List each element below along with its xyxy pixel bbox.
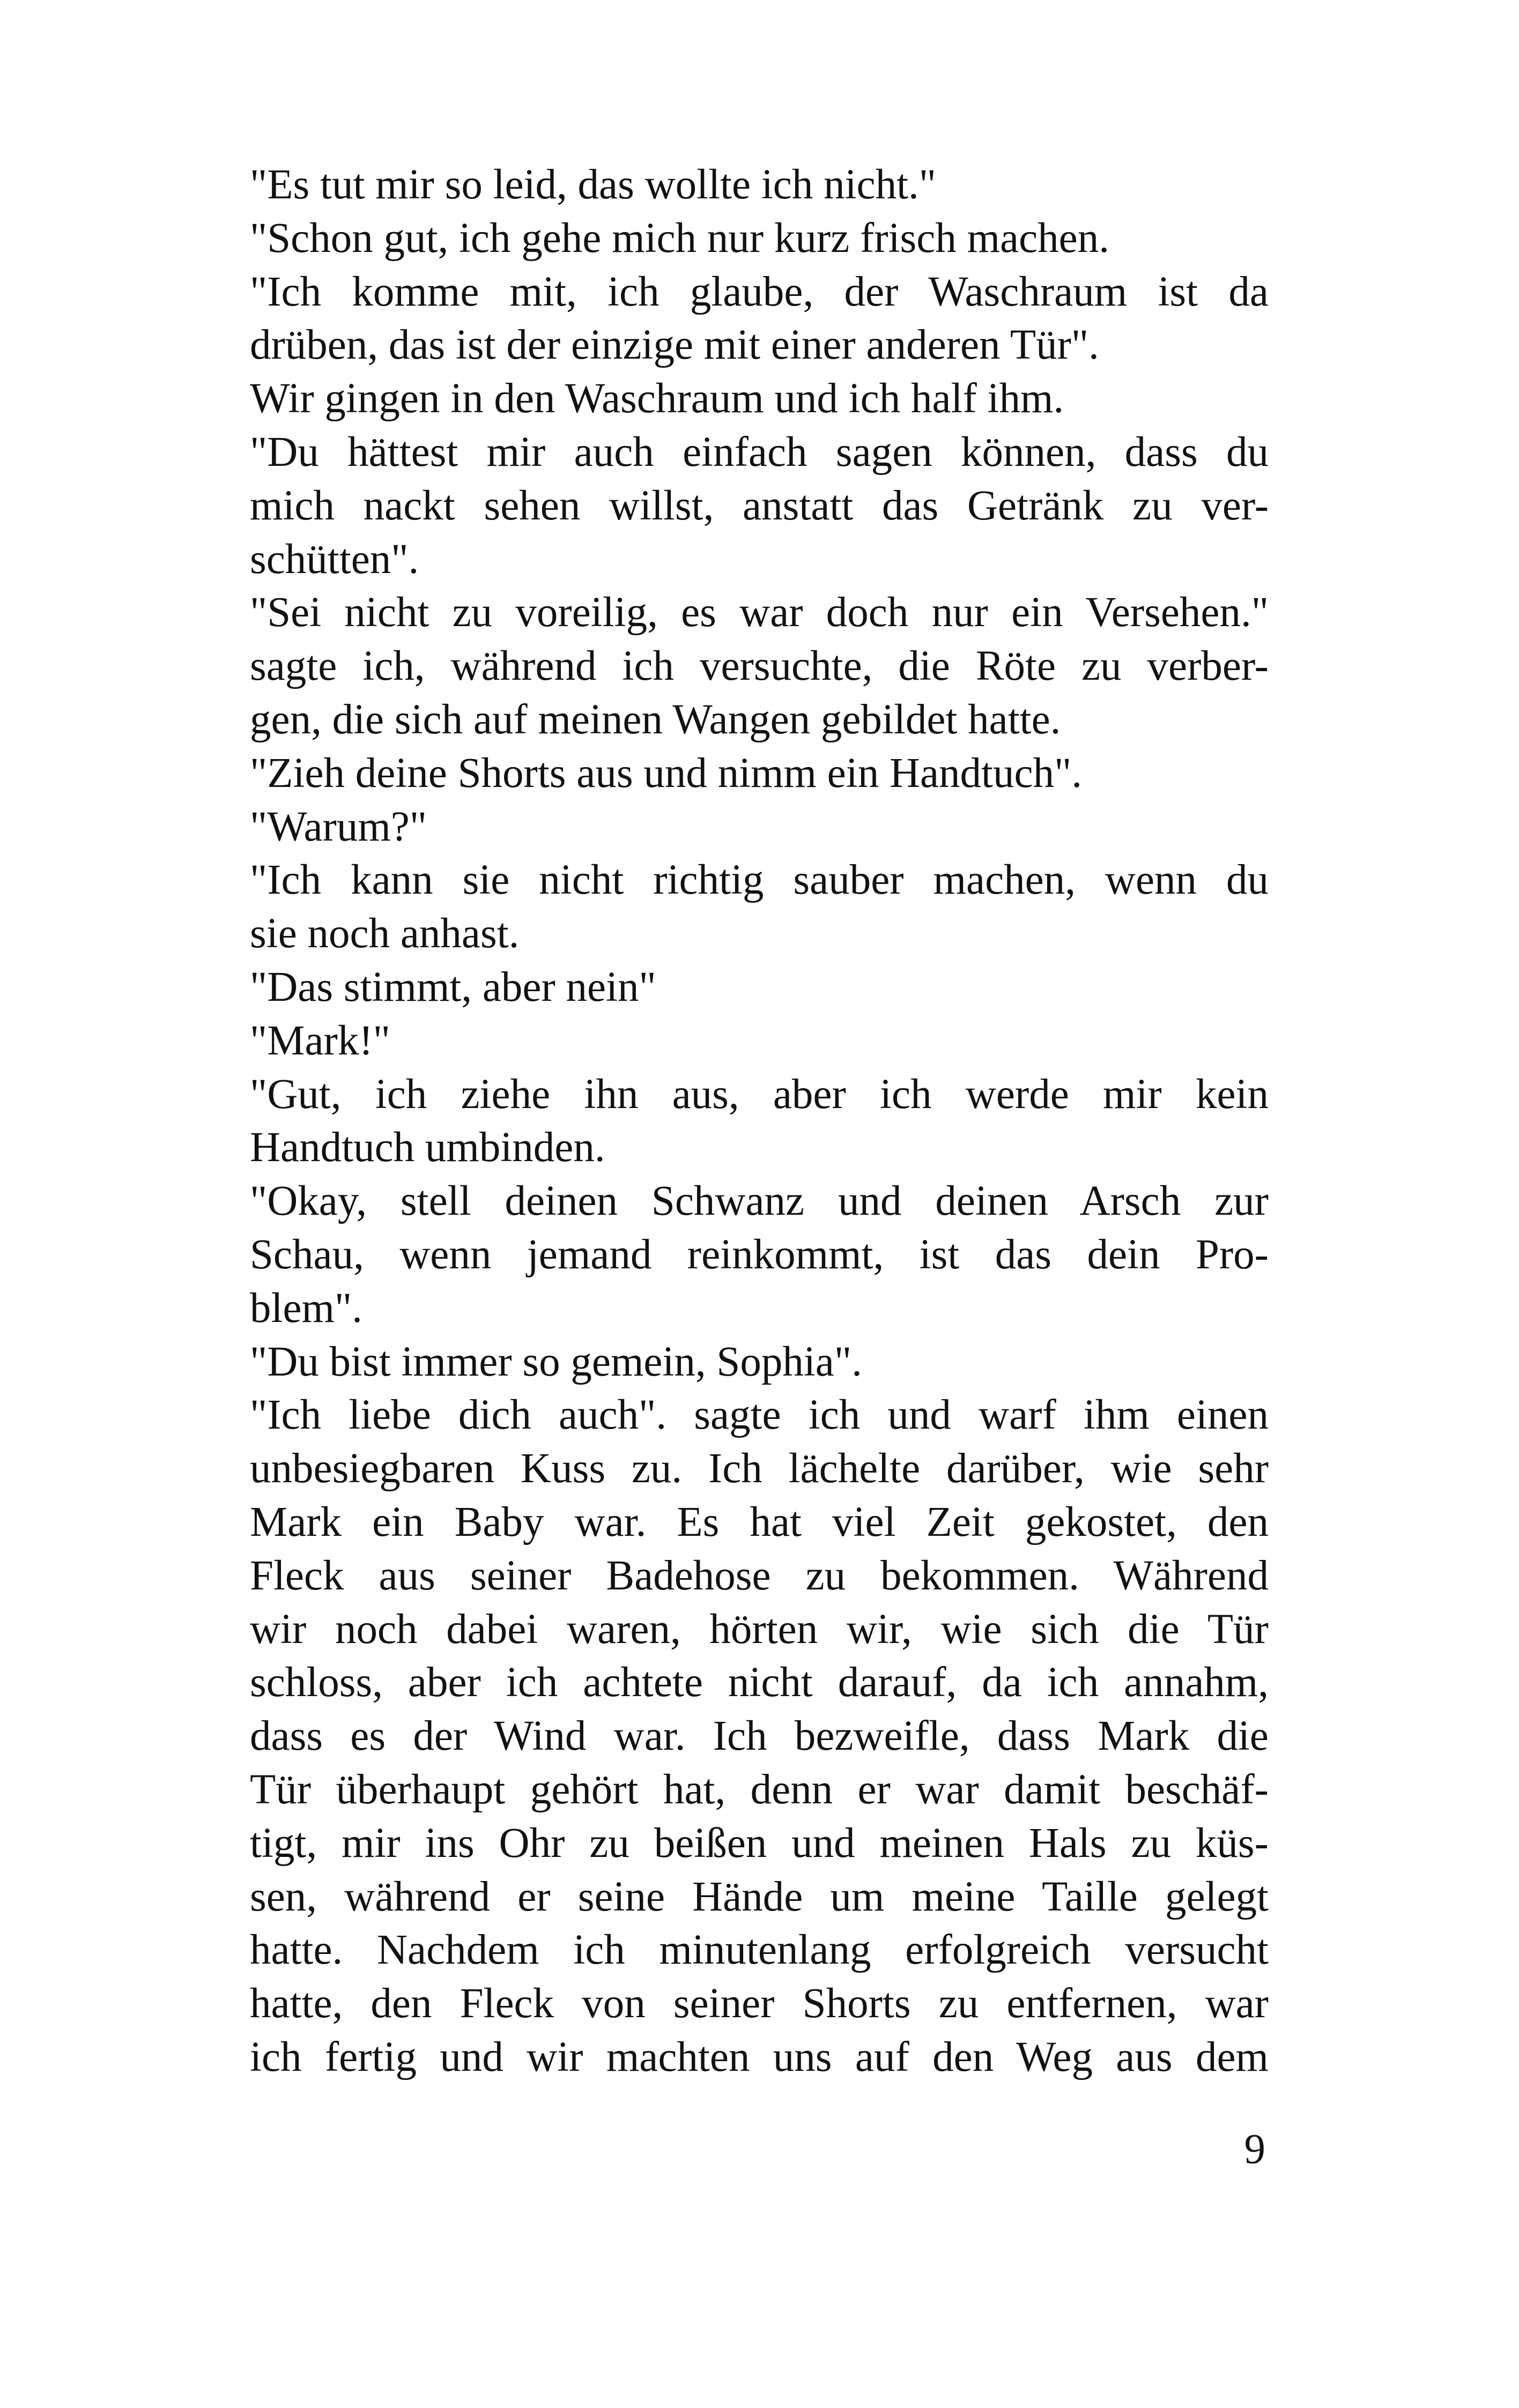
text-line: "Ich kann sie nicht richtig sauber machen, wenn du <box>250 857 1269 904</box>
text-line: "Du hättest mir auch einfach sagen können, dass du <box>250 428 1269 475</box>
text-line: blem". <box>250 1284 362 1332</box>
text-line: ich fertig und wir machten uns auf den Weg aus dem <box>250 2033 1269 2080</box>
text-line: Tür überhaupt gehört hat, denn er war damit beschäf- <box>250 1766 1269 1813</box>
text-line: "Sei nicht zu voreilig, es war doch nur ein Versehen." <box>250 589 1269 636</box>
text-line: "Du bist immer so gemein, Sophia". <box>250 1338 862 1385</box>
text-line: schloss, aber ich achtete nicht darauf, da ich annahm, <box>250 1659 1269 1706</box>
text-line: mich nackt sehen willst, anstatt das Getränk zu ver- <box>250 482 1269 529</box>
text-line: "Ich komme mit, ich glaube, der Waschraum ist da <box>250 268 1269 315</box>
text-line: gen, die sich auf meinen Wangen gebildet hatte. <box>250 696 1061 743</box>
text-line: wir noch dabei waren, hörten wir, wie sich die Tür <box>250 1606 1269 1653</box>
text-line: Schau, wenn jemand reinkommt, ist das dein Pro- <box>250 1231 1269 1278</box>
text-line: "Gut, ich ziehe ihn aus, aber ich werde mir kein <box>250 1071 1269 1118</box>
text-line: "Ich liebe dich auch". sagte ich und warf ihm einen <box>250 1392 1269 1439</box>
text-line: schütten". <box>250 536 419 583</box>
text-line: "Mark!" <box>250 1017 390 1064</box>
text-line: drüben, das ist der einzige mit einer anderen Tür". <box>250 322 1099 369</box>
text-line: hatte, den Fleck von seiner Shorts zu entfernen, war <box>250 1980 1269 2027</box>
body-text <box>250 158 1269 2084</box>
text-line: tigt, mir ins Ohr zu beißen und meinen Hals zu küs- <box>250 1819 1269 1867</box>
text-line: "Warum?" <box>250 803 427 850</box>
text-line: unbesiegbaren Kuss zu. Ich lächelte darüber, wie sehr <box>250 1445 1269 1492</box>
text-line: "Es tut mir so leid, das wollte ich nicht." <box>250 161 937 208</box>
text-line: "Okay, stell deinen Schwanz und deinen Arsch zur <box>250 1178 1269 1225</box>
text-line: "Das stimmt, aber nein" <box>250 963 656 1010</box>
text-line: sagte ich, während ich versuchte, die Röte zu verber- <box>250 643 1269 690</box>
text-line: sie noch anhast. <box>250 910 520 957</box>
page-number: 9 <box>1244 2126 1265 2173</box>
text-line: "Zieh deine Shorts aus und nimm ein Handtuch". <box>250 749 1083 797</box>
text-line: Mark ein Baby war. Es hat viel Zeit gekostet, den <box>250 1498 1269 1545</box>
text-line: Handtuch umbinden. <box>250 1124 605 1171</box>
text-line: "Schon gut, ich gehe mich nur kurz frisch machen. <box>250 214 1109 262</box>
text-line: Fleck aus seiner Badehose zu bekommen. Während <box>250 1552 1269 1599</box>
text-line: sen, während er seine Hände um meine Taille gelegt <box>250 1873 1269 1920</box>
text-line: hatte. Nachdem ich minutenlang erfolgreich versucht <box>250 1927 1269 1974</box>
text-line: dass es der Wind war. Ich bezweifle, dass Mark die <box>250 1713 1269 1760</box>
text-line: Wir gingen in den Waschraum und ich half ihm. <box>250 375 1064 422</box>
